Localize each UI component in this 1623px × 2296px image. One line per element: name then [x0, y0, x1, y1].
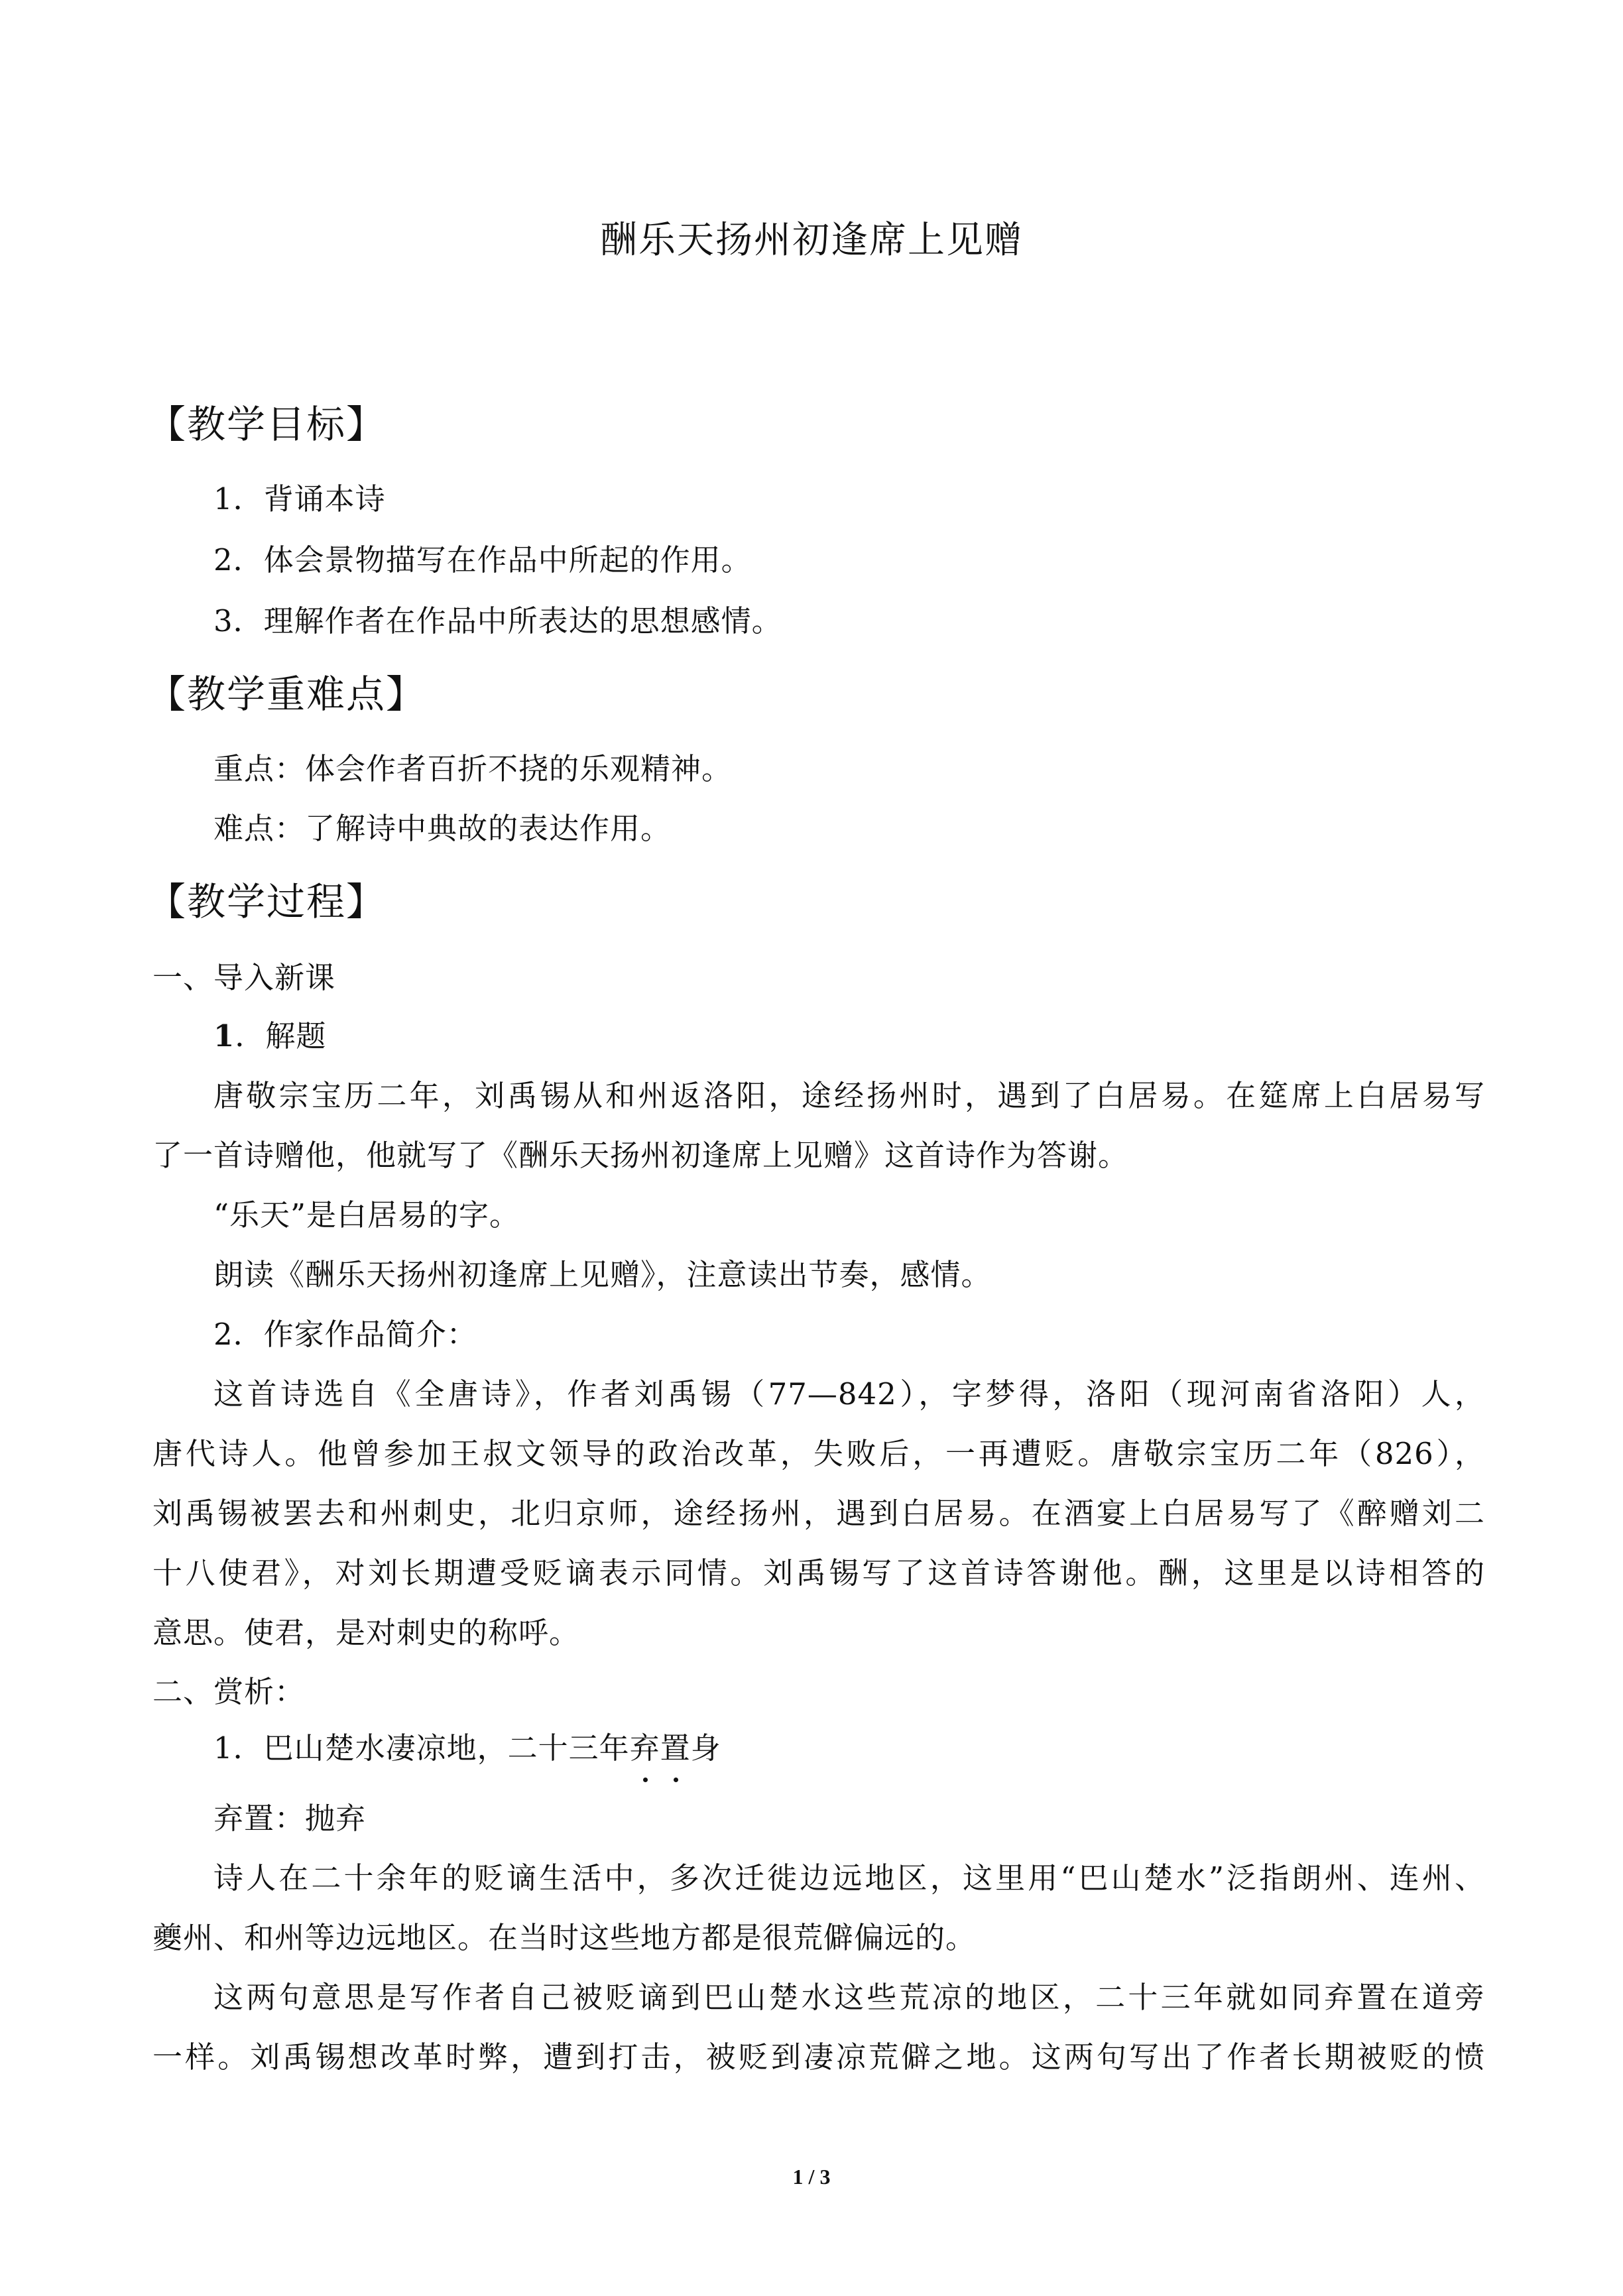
goal-item: 2．体会景物描写在作品中所起的作用。: [213, 542, 752, 577]
poem-line-text: 身: [690, 1730, 721, 1766]
paragraph-line: 唐代诗人。他曾参加王叔文领导的政治改革，失败后，一再遭贬。唐敬宗宝历二年（826），: [152, 1436, 1485, 1471]
paragraph-line: 了一首诗赠他，他就写了《酬乐天扬州初逢席上见赠》这首诗作为答谢。: [152, 1138, 1129, 1173]
subheading-text: ．解题: [235, 1018, 327, 1054]
paragraph-line: 唐敬宗宝历二年，刘禹锡从和州返洛阳，途经扬州时，遇到了白居易。在筵席上白居易写: [213, 1078, 1485, 1113]
subheading: 2．作家作品简介：: [213, 1317, 477, 1352]
key-point-item: 难点：了解诗中典故的表达作用。: [213, 811, 672, 846]
paragraph-line: 这两句意思是写作者自己被贬谪到巴山楚水这些荒凉的地区，二十三年就如同弃置在道旁: [213, 1980, 1485, 2015]
subheading-number: 1: [213, 1018, 235, 1054]
paragraph-line: 一样。刘禹锡想改革时弊，遭到打击，被贬到凄凉荒僻之地。这两句写出了作者长期被贬的愤: [152, 2039, 1485, 2075]
poem-line-text: 1．巴山楚水凄凉地，二十三年: [213, 1730, 630, 1766]
emphasis-dotted-char: 弃: [629, 1730, 660, 1766]
part-heading: 二、赏析：: [152, 1674, 306, 1709]
paragraph-line: 十八使君》，对刘长期遭受贬谪表示同情。刘禹锡写了这首诗答谢他。酬，这里是以诗相答的: [152, 1555, 1485, 1591]
goal-item: 3．理解作者在作品中所表达的思想感情。: [213, 603, 782, 638]
section-heading-key-points: 【教学重难点】: [147, 672, 426, 717]
paragraph-line: 这首诗选自《全唐诗》，作者刘禹锡（77—842），字梦得，洛阳（现河南省洛阳）人，: [213, 1376, 1485, 1412]
section-heading-process: 【教学过程】: [147, 879, 387, 924]
gloss-line: 弃置：抛弃: [213, 1801, 367, 1836]
key-point-item: 重点：体会作者百折不挠的乐观精神。: [213, 751, 733, 786]
paragraph-line: 夔州、和州等边远地区。在当时这些地方都是很荒僻偏远的。: [152, 1920, 977, 1955]
section-heading-goals: 【教学目标】: [147, 402, 387, 447]
page-title: 酬乐天扬州初逢席上见赠: [600, 219, 1023, 262]
paragraph-line: 意思。使君，是对刺史的称呼。: [152, 1615, 580, 1650]
paragraph-line: 刘禹锡被罢去和州刺史，北归京师，途经扬州，遇到白居易。在酒宴上白居易写了《醉赠刘二: [152, 1496, 1485, 1531]
poem-line: [213, 1732, 1546, 1765]
goal-item: 1．背诵本诗: [213, 481, 386, 516]
subheading: [213, 1020, 1546, 1053]
paragraph-line: 朗读《酬乐天扬州初逢席上见赠》，注意读出节奏，感情。: [213, 1257, 992, 1292]
paragraph-line: “乐天”是白居易的字。: [213, 1197, 520, 1233]
paragraph-line: 诗人在二十余年的贬谪生活中，多次迁徙边远地区，这里用“巴山楚水”泛指朗州、连州、: [213, 1860, 1485, 1896]
emphasis-dotted-char: 置: [660, 1730, 691, 1766]
part-heading: 一、导入新课: [152, 960, 336, 995]
page-number: 1 / 3: [792, 2165, 831, 2189]
